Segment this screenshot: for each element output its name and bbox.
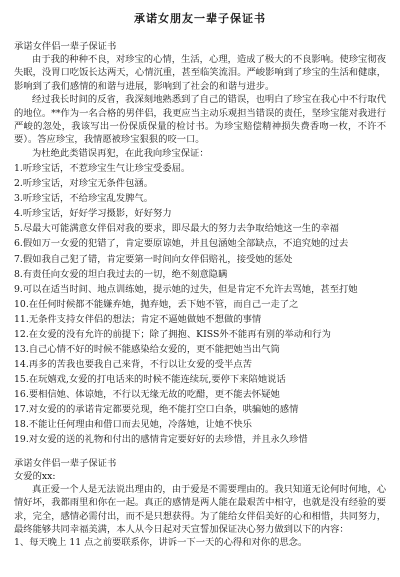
promise-item: 1、每天晚上 11 点之前要联系你，讲诉一下一天的心得和对你的思念。 <box>14 536 308 548</box>
pledge-section-two <box>14 457 386 550</box>
vow-item: 11.无条件支持女伴侣的想法；肯定不逼她做她不想做的事情 <box>14 313 262 325</box>
pledge-section-one <box>14 40 386 447</box>
vow-item: 15.在玩嬉戏,女爱的打电话来的时候不能连续玩,要停下来陪她说话 <box>14 373 286 385</box>
reflection-paragraph: 经过我长时间的反省，我深刻地熟悉到了自己的错误，也明白了珍宝在我心中不行取代的地位。**作为一名合格的男伴侣，我更应当主动乐观担当错误的责任，坚珍宝能对我进行严峻的忽处，我该写出一份保质保量的检讨书。为珍宝赔偿精神损失费香吻一枚，不许不要）。答应珍宝，我情愿被珍宝狠狠的咬一口。 <box>14 94 386 146</box>
vow-item: 12.在女爱的没有允许的前提下；除了拥抱、KISS外不能再有别的举动和行为 <box>14 328 331 340</box>
vow-item: 6.假如万一女爱的犯错了，肯定要原谅她，并且包涵她全部缺点，不追究她的过去 <box>14 238 349 250</box>
vow-item: 5.尽最大可能满意女伴侣对我的要求，即尽最大的努力去争取给她这一生的幸福 <box>14 223 339 235</box>
promise-list <box>14 536 386 550</box>
vow-list <box>14 161 386 447</box>
intro-paragraph: 由于我的种种不良，对珍宝的心情，生活，心理，造成了极大的不良影响。使珍宝彻夜失眠，没胃口吃饭长达两天，心情沉重，甚至临笑流泪。严峻影响到了珍宝的生活和健康，影响到了我们感情的和谐与进展，影响到了社会的和谐与进步。 <box>14 54 386 92</box>
vow-item: 17.对女爱的的承诺肯定都要兑现，绝不能打空口白条，哄骗她的感情 <box>14 404 299 415</box>
spacer <box>14 447 386 457</box>
vow-item: 9.可以在适当时间、地点训练她，提示她的过失，但是肯定不允许去骂她，甚至打她 <box>14 283 358 295</box>
salutation: 女爱的xx: <box>14 471 56 483</box>
vow-item: 4.听珍宝话，好好学习摄影，好好努力 <box>14 208 172 220</box>
section-heading: 承诺女伴侣一辈子保证书 <box>14 458 117 470</box>
vow-item: 14.再多的苦我也要我自己来背，不行以让女爱的受半点苦 <box>14 358 252 370</box>
vow-item: 10.在任何时候都不能嫌弃她，抛弃她，丢下她不管，而自己一走了之 <box>14 298 299 310</box>
vow-item: 7.假如我自己犯了错，肯定要第一时间向女伴侣赔礼，接受她的惩处 <box>14 253 293 265</box>
vow-item: 13.自己心情不好的时候不能感染给女爱的，更不能把她当出气筒 <box>14 343 280 355</box>
spacer <box>14 26 386 40</box>
vow-item: 19.对女爱的送的礼物和付出的感情肯定要好好的去珍惜，并且永久珍惜 <box>14 434 308 446</box>
vow-item: 8.有责任向女爱的坦白我过去的一切，绝不刻意隐瞒 <box>14 268 228 280</box>
vow-item: 16.要相信她、体谅她，不行以无缘无故的吃醋，更不能去怀疑她 <box>14 388 280 400</box>
pledge-lead-in: 为杜绝此类错误再犯，在此我向珍宝保证： <box>32 147 209 159</box>
section-heading: 承诺女伴侣一辈子保证书 <box>14 41 117 52</box>
vow-item: 2.听珍宝话，对珍宝无条件包涵。 <box>14 178 154 190</box>
vow-item: 3.听珍宝话，不给珍宝乱发脾气。 <box>14 193 154 205</box>
document-title: 承诺女朋友一辈子保证书 <box>134 12 266 25</box>
body-paragraph: 真正爱一个人是无法说出理由的，由于爱是不需要理由的。我只知道无论何时何地，心情好坏，我都雨里和你在一起。真正的感情是两人能在最艰苦中相守，也就是没有经验的要求，完全，感情必需付出，而不是只想获得。为了能给女伴侣美好的心和相惜，共同努力，最终能够共同幸福美满，本人从今日起对天宣誓加保证决心努力做到以下的内容： <box>14 484 386 535</box>
vow-item: 18.不能让任何理由和借口而去见她，冷落她，让她不快乐 <box>14 419 252 431</box>
vow-item: 1.听珍宝话，不惹珍宝生气让珍宝受委屈。 <box>14 163 191 175</box>
